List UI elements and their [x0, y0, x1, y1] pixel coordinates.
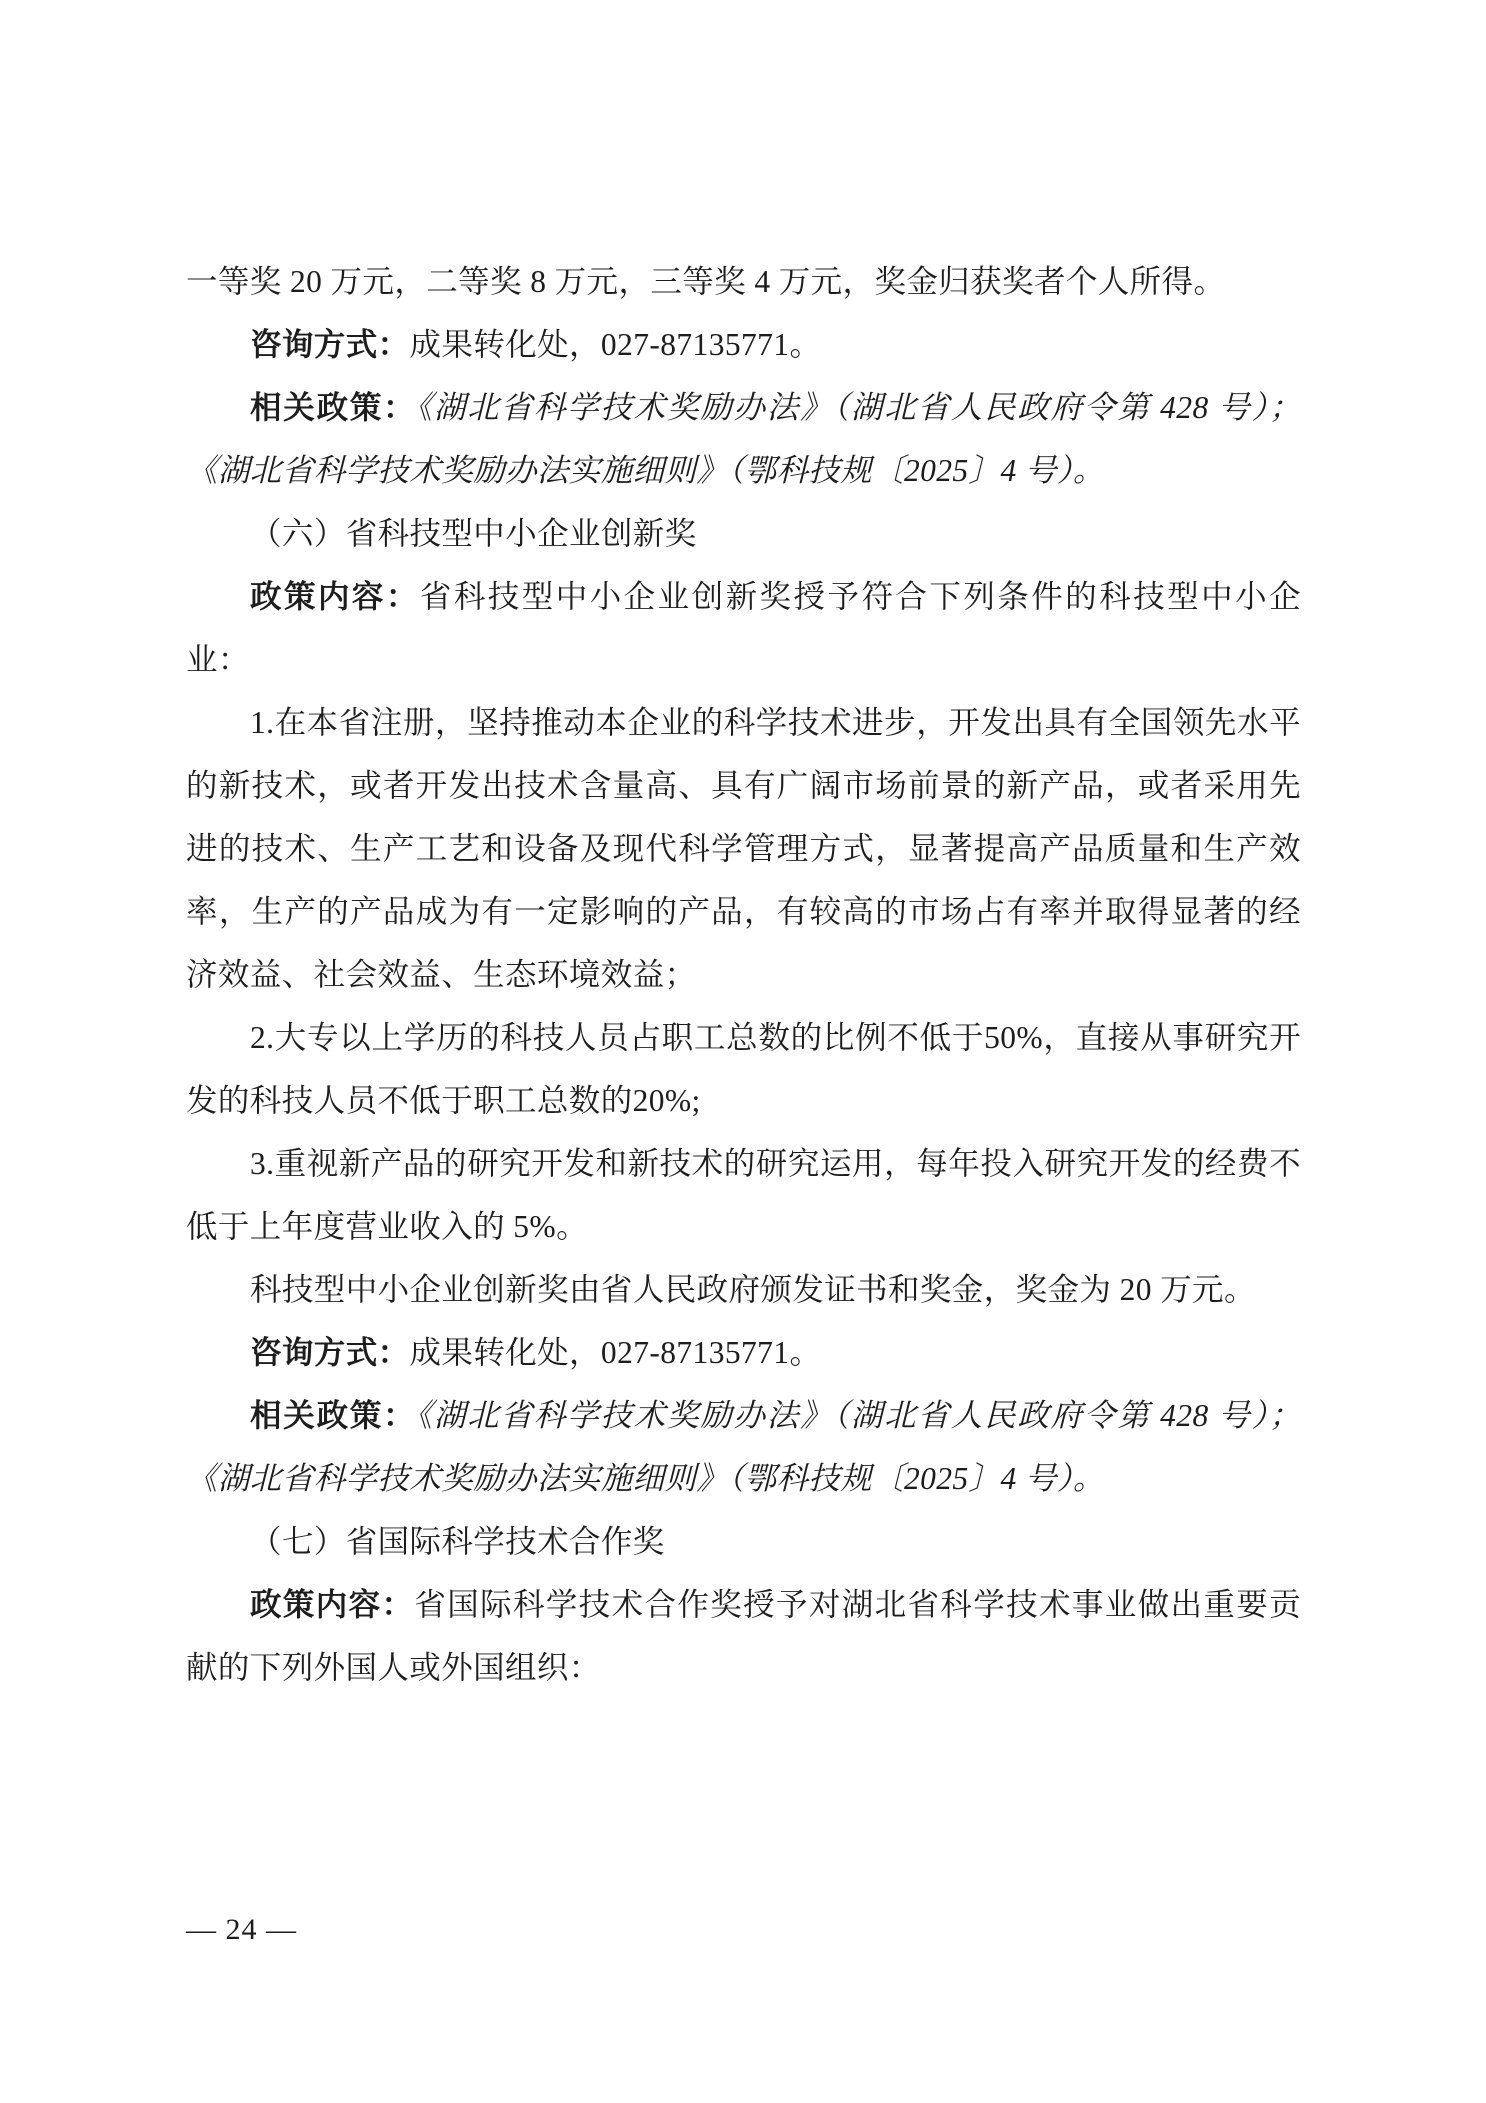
paragraph-text: （七）省国际科学技术合作奖	[250, 1524, 665, 1559]
paragraph-text: 一等奖 20 万元，二等奖 8 万元，三等奖 4 万元，奖金归获奖者个人所得。	[186, 264, 1226, 299]
heading-section-six	[186, 502, 1301, 565]
page-number: — 24 —	[186, 1913, 297, 1946]
paragraph-policy-2	[186, 1384, 1301, 1510]
paragraph-condition-1	[186, 691, 1301, 1006]
label-policy-content: 政策内容：	[250, 579, 420, 614]
paragraph-text: （六）省科技型中小企业创新奖	[250, 516, 697, 551]
paragraph-award-amounts	[186, 250, 1301, 313]
heading-section-seven	[186, 1510, 1301, 1573]
paragraph-text: 2.大专以上学历的科技人员占职工总数的比例不低于50%，直接从事研究开发的科技人员不低于职工总数的20%;	[186, 1020, 1301, 1118]
label-policy: 相关政策：	[250, 390, 417, 425]
paragraph-policy-content-2	[186, 1573, 1301, 1699]
paragraph-policy-1	[186, 376, 1301, 502]
page-footer	[186, 1910, 1301, 1950]
paragraph-contact-1	[186, 313, 1301, 376]
paragraph-text: 科技型中小企业创新奖由省人民政府颁发证书和奖金，奖金为 20 万元。	[250, 1272, 1256, 1307]
document-body	[186, 250, 1301, 1699]
paragraph-condition-2	[186, 1006, 1301, 1132]
label-policy: 相关政策：	[250, 1398, 417, 1433]
label-contact: 咨询方式：	[250, 1335, 410, 1370]
paragraph-text: 成果转化处，027-87135771。	[409, 327, 822, 362]
paragraph-condition-3	[186, 1132, 1301, 1258]
paragraph-text: 成果转化处，027-87135771。	[409, 1335, 822, 1370]
label-policy-content: 政策内容：	[250, 1587, 415, 1622]
label-contact: 咨询方式：	[250, 327, 410, 362]
paragraph-contact-2	[186, 1321, 1301, 1384]
paragraph-award-issuance	[186, 1258, 1301, 1321]
paragraph-text: 《湖北省科学技术奖励办法》（湖北省人民政府令第 428 号）；《湖北省科学技术奖励办法实施细则》（鄂科技规〔2025〕4 号）。	[186, 1398, 1301, 1496]
paragraph-text: 3.重视新产品的研究开发和新技术的研究运用，每年投入研究开发的经费不低于上年度营业收入的 5%。	[186, 1146, 1301, 1244]
paragraph-text: 省科技型中小企业创新奖授予符合下列条件的科技型中小企业：	[186, 579, 1301, 677]
paragraph-text: 1.在本省注册，坚持推动本企业的科学技术进步，开发出具有全国领先水平的新技术，或者开发出技术含量高、具有广阔市场前景的新产品，或者采用先进的技术、生产工艺和设备及现代科学管理方式，显著提高产品质量和生产效率，生产的产品成为有一定影响的产品，有较高的市场占有率并取得显著的经济效益、社会效益、生态环境效益；	[186, 705, 1301, 992]
paragraph-text: 《湖北省科学技术奖励办法》（湖北省人民政府令第 428 号）；《湖北省科学技术奖励办法实施细则》（鄂科技规〔2025〕4 号）。	[186, 390, 1301, 488]
paragraph-text: 省国际科学技术合作奖授予对湖北省科学技术事业做出重要贡献的下列外国人或外国组织：	[186, 1587, 1301, 1685]
paragraph-policy-content-1	[186, 565, 1301, 691]
